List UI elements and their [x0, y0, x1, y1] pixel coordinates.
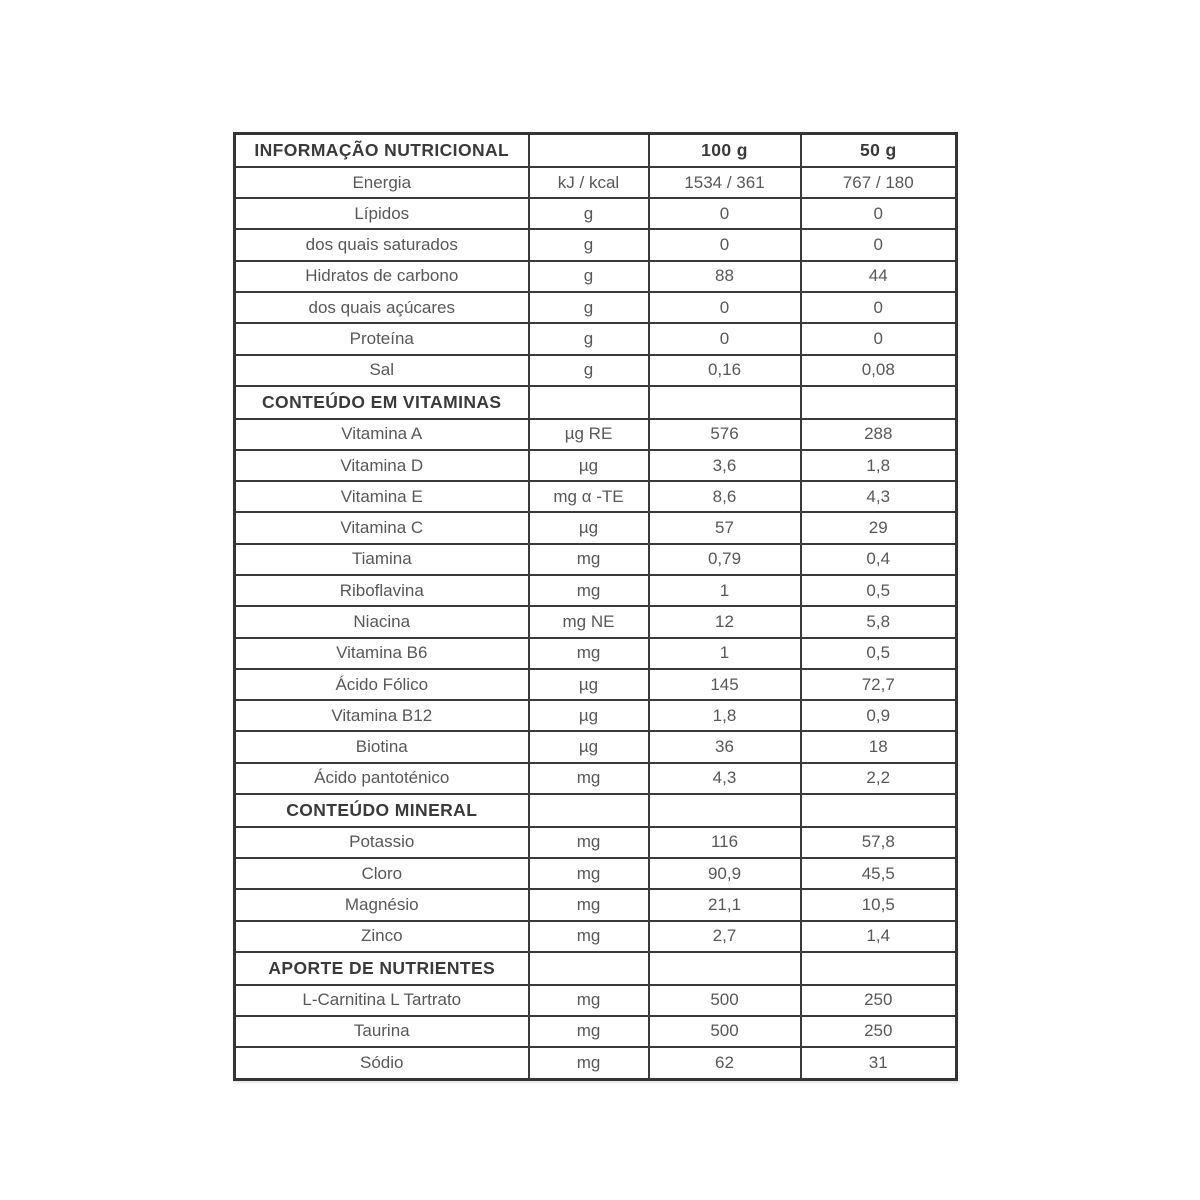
value-100g-cell [649, 794, 801, 827]
value-50g-cell: 4,3 [801, 481, 957, 512]
table-row [235, 1016, 957, 1047]
value-50g-cell: 29 [801, 512, 957, 543]
table-row [235, 858, 957, 889]
nutrition-table-body [235, 134, 957, 1080]
value-100g-cell: 0 [649, 198, 801, 229]
value-100g-cell: 145 [649, 669, 801, 700]
table-row [235, 985, 957, 1016]
value-50g-cell: 0,9 [801, 700, 957, 731]
value-100g-cell: 1,8 [649, 700, 801, 731]
unit-cell: mg α -TE [529, 481, 649, 512]
value-50g-cell: 31 [801, 1047, 957, 1079]
label-cell: Vitamina B6 [235, 638, 529, 669]
unit-cell: µg [529, 700, 649, 731]
section-header-row [235, 386, 957, 419]
table-row [235, 669, 957, 700]
table-row [235, 889, 957, 920]
label-cell: dos quais saturados [235, 229, 529, 260]
table-row [235, 1047, 957, 1079]
value-100g-cell: 576 [649, 419, 801, 450]
label-cell: Tiamina [235, 544, 529, 575]
label-cell: Vitamina C [235, 512, 529, 543]
label-cell: Riboflavina [235, 575, 529, 606]
value-50g-cell: 767 / 180 [801, 167, 957, 198]
table-row [235, 763, 957, 794]
value-100g-cell: 88 [649, 261, 801, 292]
value-50g-cell: 10,5 [801, 889, 957, 920]
value-100g-cell: 62 [649, 1047, 801, 1079]
value-50g-cell: 288 [801, 419, 957, 450]
label-cell: Magnésio [235, 889, 529, 920]
table-row [235, 700, 957, 731]
unit-cell: µg [529, 669, 649, 700]
table-row [235, 450, 957, 481]
value-50g-cell: 2,2 [801, 763, 957, 794]
unit-cell: mg [529, 763, 649, 794]
value-100g-cell: 1534 / 361 [649, 167, 801, 198]
label-cell: Zinco [235, 921, 529, 952]
table-row [235, 606, 957, 637]
table-row [235, 292, 957, 323]
label-cell: APORTE DE NUTRIENTES [235, 952, 529, 985]
label-cell: CONTEÚDO MINERAL [235, 794, 529, 827]
value-100g-cell: 4,3 [649, 763, 801, 794]
value-100g-cell: 36 [649, 731, 801, 762]
table-row [235, 167, 957, 198]
value-50g-cell [801, 386, 957, 419]
table-row [235, 261, 957, 292]
value-50g-cell: 5,8 [801, 606, 957, 637]
label-cell: Taurina [235, 1016, 529, 1047]
unit-cell [529, 794, 649, 827]
value-100g-cell: 90,9 [649, 858, 801, 889]
value-100g-cell: 0,16 [649, 355, 801, 386]
value-50g-cell: 72,7 [801, 669, 957, 700]
value-100g-cell: 57 [649, 512, 801, 543]
value-50g-cell: 0 [801, 292, 957, 323]
unit-cell: mg [529, 889, 649, 920]
table-row [235, 731, 957, 762]
table-row [235, 921, 957, 952]
label-cell: Vitamina E [235, 481, 529, 512]
label-cell: Vitamina D [235, 450, 529, 481]
value-50g-cell: 250 [801, 1016, 957, 1047]
label-cell: Vitamina B12 [235, 700, 529, 731]
label-cell: Hidratos de carbono [235, 261, 529, 292]
table-row [235, 827, 957, 858]
value-50g-cell: 0,5 [801, 638, 957, 669]
table-row [235, 512, 957, 543]
unit-cell: mg [529, 575, 649, 606]
unit-cell: mg [529, 1047, 649, 1079]
table-row [235, 481, 957, 512]
unit-cell: mg [529, 858, 649, 889]
value-50g-cell: 0,4 [801, 544, 957, 575]
table-row [235, 419, 957, 450]
value-50g-cell: 0 [801, 229, 957, 260]
unit-cell: mg NE [529, 606, 649, 637]
value-100g-cell: 116 [649, 827, 801, 858]
label-cell: Ácido pantoténico [235, 763, 529, 794]
unit-cell: mg [529, 544, 649, 575]
unit-cell: g [529, 355, 649, 386]
value-50g-cell: 57,8 [801, 827, 957, 858]
value-50g-cell: 0 [801, 198, 957, 229]
table-row [235, 198, 957, 229]
label-cell: Biotina [235, 731, 529, 762]
label-cell: L-Carnitina L Tartrato [235, 985, 529, 1016]
unit-cell [529, 386, 649, 419]
value-50g-cell: 45,5 [801, 858, 957, 889]
section-header-row [235, 794, 957, 827]
unit-cell: g [529, 198, 649, 229]
table-row [235, 544, 957, 575]
label-cell: INFORMAÇÃO NUTRICIONAL [235, 134, 529, 167]
label-cell: Proteína [235, 323, 529, 354]
unit-cell: mg [529, 1016, 649, 1047]
value-100g-cell: 12 [649, 606, 801, 637]
value-50g-cell [801, 794, 957, 827]
value-100g-cell: 21,1 [649, 889, 801, 920]
value-100g-cell: 500 [649, 985, 801, 1016]
table-row [235, 229, 957, 260]
table-row [235, 575, 957, 606]
value-100g-cell: 500 [649, 1016, 801, 1047]
header-row [235, 134, 957, 167]
table-row [235, 323, 957, 354]
table-row [235, 638, 957, 669]
value-100g-cell: 0 [649, 323, 801, 354]
value-100g-cell: 1 [649, 638, 801, 669]
value-50g-cell: 1,4 [801, 921, 957, 952]
section-header-row [235, 952, 957, 985]
unit-cell: kJ / kcal [529, 167, 649, 198]
unit-cell: µg RE [529, 419, 649, 450]
unit-cell: g [529, 229, 649, 260]
label-cell: dos quais açúcares [235, 292, 529, 323]
value-50g-cell: 0,5 [801, 575, 957, 606]
label-cell: Niacina [235, 606, 529, 637]
value-50g-cell: 44 [801, 261, 957, 292]
unit-cell: mg [529, 638, 649, 669]
label-cell: Sódio [235, 1047, 529, 1079]
value-100g-cell: 0,79 [649, 544, 801, 575]
value-50g-cell: 250 [801, 985, 957, 1016]
unit-cell: µg [529, 731, 649, 762]
value-100g-cell: 2,7 [649, 921, 801, 952]
unit-cell: g [529, 323, 649, 354]
unit-cell [529, 952, 649, 985]
unit-cell: µg [529, 450, 649, 481]
value-50g-cell: 1,8 [801, 450, 957, 481]
value-100g-cell: 0 [649, 229, 801, 260]
label-cell: Cloro [235, 858, 529, 889]
label-cell: Energia [235, 167, 529, 198]
value-100g-cell [649, 386, 801, 419]
value-100g-cell: 100 g [649, 134, 801, 167]
unit-cell: mg [529, 827, 649, 858]
unit-cell: µg [529, 512, 649, 543]
label-cell: Vitamina A [235, 419, 529, 450]
table-row [235, 355, 957, 386]
unit-cell [529, 134, 649, 167]
label-cell: Lípidos [235, 198, 529, 229]
label-cell: CONTEÚDO EM VITAMINAS [235, 386, 529, 419]
value-50g-cell: 50 g [801, 134, 957, 167]
label-cell: Ácido Fólico [235, 669, 529, 700]
nutrition-table [233, 132, 958, 1081]
label-cell: Potassio [235, 827, 529, 858]
value-50g-cell: 0,08 [801, 355, 957, 386]
label-cell: Sal [235, 355, 529, 386]
unit-cell: g [529, 261, 649, 292]
unit-cell: mg [529, 985, 649, 1016]
value-100g-cell: 0 [649, 292, 801, 323]
unit-cell: mg [529, 921, 649, 952]
value-100g-cell [649, 952, 801, 985]
value-50g-cell: 18 [801, 731, 957, 762]
value-50g-cell [801, 952, 957, 985]
value-100g-cell: 3,6 [649, 450, 801, 481]
value-100g-cell: 1 [649, 575, 801, 606]
value-50g-cell: 0 [801, 323, 957, 354]
unit-cell: g [529, 292, 649, 323]
value-100g-cell: 8,6 [649, 481, 801, 512]
